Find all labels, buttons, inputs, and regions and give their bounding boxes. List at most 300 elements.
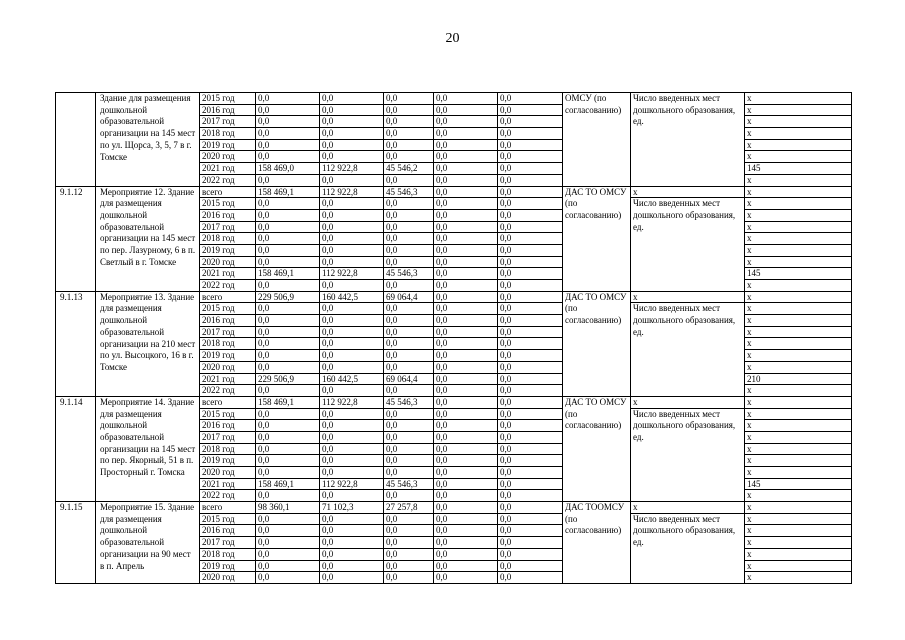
federal-budget-cell: 0,0 <box>320 198 384 210</box>
year-cell: 2018 год <box>200 444 256 456</box>
other-sources-cell: 0,0 <box>498 362 563 374</box>
regional-budget-cell: 0,0 <box>384 409 434 421</box>
other-sources-cell: 0,0 <box>498 93 563 105</box>
total-cost-cell: 0,0 <box>256 444 320 456</box>
regional-budget-cell: 27 257,8 <box>384 502 434 514</box>
total-cost-cell: 0,0 <box>256 561 320 573</box>
responsible-cell: ДАС ТО ОМСУ (по согласованию) <box>563 187 631 292</box>
other-sources-cell: 0,0 <box>498 502 563 514</box>
local-budget-cell: 0,0 <box>434 502 498 514</box>
year-cell: 2020 год <box>200 362 256 374</box>
local-budget-cell: 0,0 <box>434 245 498 257</box>
indicator-value-cell: x <box>745 105 852 117</box>
indicator-value-cell: x <box>745 303 852 315</box>
responsible-cell: ОМСУ (по согласованию) <box>563 93 631 187</box>
year-cell: 2019 год <box>200 350 256 362</box>
federal-budget-cell: 112 922,8 <box>320 187 384 199</box>
page-number: 20 <box>445 31 460 46</box>
total-cost-cell: 0,0 <box>256 420 320 432</box>
year-cell: 2020 год <box>200 467 256 479</box>
year-cell: 2019 год <box>200 140 256 152</box>
federal-budget-cell: 0,0 <box>320 537 384 549</box>
total-cost-cell: 0,0 <box>256 549 320 561</box>
regional-budget-cell: 69 064,4 <box>384 374 434 386</box>
year-cell: 2021 год <box>200 479 256 491</box>
year-cell: 2016 год <box>200 525 256 537</box>
year-cell: 2015 год <box>200 409 256 421</box>
indicator-value-cell: x <box>745 537 852 549</box>
responsible-cell: ДАС ТООМСУ (по согласованию) <box>563 502 631 584</box>
regional-budget-cell: 0,0 <box>384 303 434 315</box>
indicator-value-cell: x <box>745 572 852 584</box>
local-budget-cell: 0,0 <box>434 537 498 549</box>
other-sources-cell: 0,0 <box>498 455 563 467</box>
federal-budget-cell: 112 922,8 <box>320 479 384 491</box>
other-sources-cell: 0,0 <box>498 175 563 187</box>
responsible-cell: ДАС ТО ОМСУ (по согласованию) <box>563 397 631 502</box>
regional-budget-cell: 0,0 <box>384 455 434 467</box>
local-budget-cell: 0,0 <box>434 572 498 584</box>
activity-number-cell: 9.1.14 <box>56 397 96 502</box>
local-budget-cell: 0,0 <box>434 467 498 479</box>
total-cost-cell: 0,0 <box>256 303 320 315</box>
indicator-value-cell: x <box>745 175 852 187</box>
regional-budget-cell: 0,0 <box>384 233 434 245</box>
year-cell: 2022 год <box>200 490 256 502</box>
indicator-total-cell: x <box>631 502 745 514</box>
local-budget-cell: 0,0 <box>434 163 498 175</box>
indicator-value-cell: x <box>745 561 852 573</box>
indicator-value-cell: x <box>745 93 852 105</box>
regional-budget-cell: 0,0 <box>384 315 434 327</box>
regional-budget-cell: 0,0 <box>384 140 434 152</box>
total-cost-cell: 0,0 <box>256 315 320 327</box>
indicator-value-cell: x <box>745 140 852 152</box>
local-budget-cell: 0,0 <box>434 175 498 187</box>
local-budget-cell: 0,0 <box>434 444 498 456</box>
total-cost-cell: 0,0 <box>256 198 320 210</box>
other-sources-cell: 0,0 <box>498 420 563 432</box>
local-budget-cell: 0,0 <box>434 409 498 421</box>
regional-budget-cell: 0,0 <box>384 490 434 502</box>
activity-name-cell: Мероприятие 13. Здание для размещения дошкольной образовательной организации на 210 мест по ул. Высоцкого, 16 в г. Томске <box>96 292 200 397</box>
federal-budget-cell: 0,0 <box>320 467 384 479</box>
federal-budget-cell: 0,0 <box>320 245 384 257</box>
year-cell: 2022 год <box>200 175 256 187</box>
indicator-value-cell: x <box>745 128 852 140</box>
year-cell: 2019 год <box>200 245 256 257</box>
year-cell: 2015 год <box>200 303 256 315</box>
local-budget-cell: 0,0 <box>434 514 498 526</box>
local-budget-cell: 0,0 <box>434 233 498 245</box>
indicator-total-cell: x <box>631 187 745 199</box>
regional-budget-cell: 45 546,3 <box>384 187 434 199</box>
other-sources-cell: 0,0 <box>498 432 563 444</box>
local-budget-cell: 0,0 <box>434 432 498 444</box>
total-cost-cell: 158 469,1 <box>256 268 320 280</box>
indicator-value-cell: 210 <box>745 374 852 386</box>
year-cell: 2017 год <box>200 537 256 549</box>
federal-budget-cell: 0,0 <box>320 490 384 502</box>
local-budget-cell: 0,0 <box>434 455 498 467</box>
indicator-name-cell: Число введенных мест дошкольного образования, ед. <box>631 93 745 187</box>
federal-budget-cell: 0,0 <box>320 151 384 163</box>
year-cell: 2018 год <box>200 128 256 140</box>
total-cost-cell: 0,0 <box>256 467 320 479</box>
regional-budget-cell: 0,0 <box>384 572 434 584</box>
activity-number-cell: 9.1.15 <box>56 502 96 584</box>
year-cell: 2022 год <box>200 280 256 292</box>
other-sources-cell: 0,0 <box>498 187 563 199</box>
local-budget-cell: 0,0 <box>434 362 498 374</box>
other-sources-cell: 0,0 <box>498 280 563 292</box>
activity-name-cell: Мероприятие 15. Здание для размещения дошкольной образовательной организации на 90 мест в п. Апрель <box>96 502 200 584</box>
total-cost-cell: 0,0 <box>256 116 320 128</box>
federal-budget-cell: 0,0 <box>320 432 384 444</box>
other-sources-cell: 0,0 <box>498 444 563 456</box>
regional-budget-cell: 0,0 <box>384 514 434 526</box>
indicator-value-cell: 145 <box>745 479 852 491</box>
year-cell: 2015 год <box>200 93 256 105</box>
regional-budget-cell: 0,0 <box>384 432 434 444</box>
total-cost-cell: 158 469,1 <box>256 187 320 199</box>
federal-budget-cell: 71 102,3 <box>320 502 384 514</box>
federal-budget-cell: 0,0 <box>320 362 384 374</box>
other-sources-cell: 0,0 <box>498 397 563 409</box>
indicator-value-cell: x <box>745 198 852 210</box>
local-budget-cell: 0,0 <box>434 93 498 105</box>
federal-budget-cell: 0,0 <box>320 444 384 456</box>
total-cost-cell: 0,0 <box>256 362 320 374</box>
local-budget-cell: 0,0 <box>434 549 498 561</box>
other-sources-cell: 0,0 <box>498 303 563 315</box>
regional-budget-cell: 0,0 <box>384 222 434 234</box>
year-cell: 2017 год <box>200 222 256 234</box>
year-cell: 2017 год <box>200 327 256 339</box>
total-cost-cell: 0,0 <box>256 105 320 117</box>
indicator-value-cell: 145 <box>745 163 852 175</box>
other-sources-cell: 0,0 <box>498 163 563 175</box>
indicator-value-cell: x <box>745 292 852 304</box>
indicator-value-cell: x <box>745 245 852 257</box>
local-budget-cell: 0,0 <box>434 280 498 292</box>
local-budget-cell: 0,0 <box>434 490 498 502</box>
activity-name-cell: Здание для размещения дошкольной образовательной организации на 145 мест по ул. Щорса, 3, 5, 7 в г. Томске <box>96 93 200 187</box>
other-sources-cell: 0,0 <box>498 268 563 280</box>
other-sources-cell: 0,0 <box>498 374 563 386</box>
local-budget-cell: 0,0 <box>434 210 498 222</box>
total-cost-cell: 0,0 <box>256 338 320 350</box>
total-cost-cell: 0,0 <box>256 537 320 549</box>
year-cell: всего <box>200 292 256 304</box>
federal-budget-cell: 0,0 <box>320 525 384 537</box>
other-sources-cell: 0,0 <box>498 537 563 549</box>
other-sources-cell: 0,0 <box>498 128 563 140</box>
year-cell: 2016 год <box>200 105 256 117</box>
other-sources-cell: 0,0 <box>498 490 563 502</box>
activity-name-cell: Мероприятие 12. Здание для размещения дошкольной образовательной организации на 145 мест по пер. Лазурному, 6 в п. Светлый в г. Томске <box>96 187 200 292</box>
total-cost-cell: 0,0 <box>256 385 320 397</box>
program-activities-table <box>55 92 852 584</box>
local-budget-cell: 0,0 <box>434 350 498 362</box>
year-cell: 2021 год <box>200 163 256 175</box>
regional-budget-cell: 0,0 <box>384 210 434 222</box>
regional-budget-cell: 0,0 <box>384 444 434 456</box>
year-cell: 2019 год <box>200 455 256 467</box>
total-cost-cell: 0,0 <box>256 455 320 467</box>
federal-budget-cell: 0,0 <box>320 210 384 222</box>
regional-budget-cell: 45 546,3 <box>384 397 434 409</box>
year-cell: 2015 год <box>200 198 256 210</box>
federal-budget-cell: 160 442,5 <box>320 374 384 386</box>
total-cost-cell: 0,0 <box>256 233 320 245</box>
indicator-value-cell: x <box>745 280 852 292</box>
indicator-total-cell: x <box>631 397 745 409</box>
total-cost-cell: 0,0 <box>256 280 320 292</box>
indicator-total-cell: x <box>631 292 745 304</box>
other-sources-cell: 0,0 <box>498 222 563 234</box>
total-cost-cell: 0,0 <box>256 175 320 187</box>
federal-budget-cell: 112 922,8 <box>320 397 384 409</box>
other-sources-cell: 0,0 <box>498 245 563 257</box>
indicator-value-cell: x <box>745 385 852 397</box>
indicator-value-cell: x <box>745 151 852 163</box>
federal-budget-cell: 0,0 <box>320 303 384 315</box>
indicator-value-cell: x <box>745 187 852 199</box>
regional-budget-cell: 0,0 <box>384 350 434 362</box>
indicator-value-cell: x <box>745 502 852 514</box>
other-sources-cell: 0,0 <box>498 350 563 362</box>
local-budget-cell: 0,0 <box>434 315 498 327</box>
regional-budget-cell: 0,0 <box>384 198 434 210</box>
regional-budget-cell: 0,0 <box>384 467 434 479</box>
total-cost-cell: 229 506,9 <box>256 292 320 304</box>
total-cost-cell: 0,0 <box>256 245 320 257</box>
regional-budget-cell: 0,0 <box>384 561 434 573</box>
total-cost-cell: 0,0 <box>256 432 320 444</box>
indicator-value-cell: x <box>745 362 852 374</box>
total-cost-cell: 0,0 <box>256 409 320 421</box>
year-cell: всего <box>200 397 256 409</box>
regional-budget-cell: 0,0 <box>384 151 434 163</box>
indicator-value-cell: x <box>745 549 852 561</box>
total-cost-cell: 0,0 <box>256 128 320 140</box>
regional-budget-cell: 0,0 <box>384 175 434 187</box>
other-sources-cell: 0,0 <box>498 514 563 526</box>
federal-budget-cell: 112 922,8 <box>320 268 384 280</box>
indicator-value-cell: x <box>745 409 852 421</box>
indicator-name-cell: Число введенных мест дошкольного образования, ед. <box>631 198 745 292</box>
indicator-value-cell: x <box>745 315 852 327</box>
year-cell: 2022 год <box>200 385 256 397</box>
federal-budget-cell: 0,0 <box>320 233 384 245</box>
local-budget-cell: 0,0 <box>434 525 498 537</box>
year-cell: 2019 год <box>200 561 256 573</box>
year-cell: 2016 год <box>200 315 256 327</box>
year-cell: 2018 год <box>200 338 256 350</box>
year-cell: 2021 год <box>200 374 256 386</box>
indicator-value-cell: x <box>745 397 852 409</box>
federal-budget-cell: 0,0 <box>320 409 384 421</box>
federal-budget-cell: 0,0 <box>320 455 384 467</box>
federal-budget-cell: 0,0 <box>320 327 384 339</box>
total-cost-cell: 158 469,1 <box>256 397 320 409</box>
indicator-value-cell: x <box>745 116 852 128</box>
indicator-value-cell: 145 <box>745 268 852 280</box>
regional-budget-cell: 0,0 <box>384 245 434 257</box>
other-sources-cell: 0,0 <box>498 257 563 269</box>
total-cost-cell: 0,0 <box>256 151 320 163</box>
federal-budget-cell: 112 922,8 <box>320 163 384 175</box>
regional-budget-cell: 0,0 <box>384 128 434 140</box>
local-budget-cell: 0,0 <box>434 128 498 140</box>
total-cost-cell: 0,0 <box>256 490 320 502</box>
activity-number-cell <box>56 93 96 187</box>
federal-budget-cell: 0,0 <box>320 338 384 350</box>
total-cost-cell: 0,0 <box>256 514 320 526</box>
other-sources-cell: 0,0 <box>498 479 563 491</box>
regional-budget-cell: 45 546,3 <box>384 268 434 280</box>
regional-budget-cell: 0,0 <box>384 362 434 374</box>
local-budget-cell: 0,0 <box>434 338 498 350</box>
federal-budget-cell: 0,0 <box>320 105 384 117</box>
local-budget-cell: 0,0 <box>434 116 498 128</box>
year-cell: 2015 год <box>200 514 256 526</box>
regional-budget-cell: 0,0 <box>384 105 434 117</box>
year-cell: 2021 год <box>200 268 256 280</box>
other-sources-cell: 0,0 <box>498 198 563 210</box>
other-sources-cell: 0,0 <box>498 233 563 245</box>
local-budget-cell: 0,0 <box>434 327 498 339</box>
total-cost-cell: 0,0 <box>256 222 320 234</box>
total-cost-cell: 0,0 <box>256 350 320 362</box>
indicator-name-cell: Число введенных мест дошкольного образования, ед. <box>631 303 745 397</box>
year-cell: 2017 год <box>200 432 256 444</box>
other-sources-cell: 0,0 <box>498 525 563 537</box>
year-cell: 2017 год <box>200 116 256 128</box>
total-cost-cell: 0,0 <box>256 140 320 152</box>
federal-budget-cell: 0,0 <box>320 514 384 526</box>
total-cost-cell: 0,0 <box>256 93 320 105</box>
regional-budget-cell: 0,0 <box>384 257 434 269</box>
indicator-value-cell: x <box>745 338 852 350</box>
regional-budget-cell: 69 064,4 <box>384 292 434 304</box>
activity-number-cell: 9.1.12 <box>56 187 96 292</box>
federal-budget-cell: 0,0 <box>320 280 384 292</box>
federal-budget-cell: 0,0 <box>320 385 384 397</box>
local-budget-cell: 0,0 <box>434 268 498 280</box>
other-sources-cell: 0,0 <box>498 327 563 339</box>
total-cost-cell: 0,0 <box>256 257 320 269</box>
federal-budget-cell: 0,0 <box>320 420 384 432</box>
other-sources-cell: 0,0 <box>498 105 563 117</box>
year-cell: всего <box>200 502 256 514</box>
local-budget-cell: 0,0 <box>434 374 498 386</box>
regional-budget-cell: 0,0 <box>384 537 434 549</box>
other-sources-cell: 0,0 <box>498 549 563 561</box>
federal-budget-cell: 0,0 <box>320 561 384 573</box>
indicator-value-cell: x <box>745 327 852 339</box>
other-sources-cell: 0,0 <box>498 116 563 128</box>
total-cost-cell: 0,0 <box>256 572 320 584</box>
regional-budget-cell: 45 546,2 <box>384 163 434 175</box>
federal-budget-cell: 0,0 <box>320 93 384 105</box>
regional-budget-cell: 0,0 <box>384 420 434 432</box>
year-cell: 2018 год <box>200 233 256 245</box>
local-budget-cell: 0,0 <box>434 198 498 210</box>
federal-budget-cell: 0,0 <box>320 175 384 187</box>
year-cell: 2020 год <box>200 151 256 163</box>
indicator-value-cell: x <box>745 514 852 526</box>
year-cell: всего <box>200 187 256 199</box>
other-sources-cell: 0,0 <box>498 140 563 152</box>
indicator-value-cell: x <box>745 350 852 362</box>
local-budget-cell: 0,0 <box>434 479 498 491</box>
total-cost-cell: 229 506,9 <box>256 374 320 386</box>
federal-budget-cell: 0,0 <box>320 549 384 561</box>
local-budget-cell: 0,0 <box>434 385 498 397</box>
regional-budget-cell: 0,0 <box>384 338 434 350</box>
total-cost-cell: 158 469,0 <box>256 163 320 175</box>
federal-budget-cell: 0,0 <box>320 572 384 584</box>
other-sources-cell: 0,0 <box>498 292 563 304</box>
local-budget-cell: 0,0 <box>434 561 498 573</box>
local-budget-cell: 0,0 <box>434 151 498 163</box>
indicator-value-cell: x <box>745 222 852 234</box>
federal-budget-cell: 0,0 <box>320 315 384 327</box>
indicator-value-cell: x <box>745 490 852 502</box>
local-budget-cell: 0,0 <box>434 303 498 315</box>
other-sources-cell: 0,0 <box>498 467 563 479</box>
regional-budget-cell: 45 546,3 <box>384 479 434 491</box>
local-budget-cell: 0,0 <box>434 140 498 152</box>
local-budget-cell: 0,0 <box>434 420 498 432</box>
regional-budget-cell: 0,0 <box>384 525 434 537</box>
year-cell: 2016 год <box>200 210 256 222</box>
year-cell: 2018 год <box>200 549 256 561</box>
local-budget-cell: 0,0 <box>434 292 498 304</box>
other-sources-cell: 0,0 <box>498 210 563 222</box>
responsible-cell: ДАС ТО ОМСУ (по согласованию) <box>563 292 631 397</box>
regional-budget-cell: 0,0 <box>384 93 434 105</box>
other-sources-cell: 0,0 <box>498 338 563 350</box>
other-sources-cell: 0,0 <box>498 385 563 397</box>
activity-number-cell: 9.1.13 <box>56 292 96 397</box>
activity-name-cell: Мероприятие 14. Здание для размещения дошкольной образовательной организации на 145 мест по пер. Якорный, 51 в п. Просторный г. Томска <box>96 397 200 502</box>
other-sources-cell: 0,0 <box>498 561 563 573</box>
other-sources-cell: 0,0 <box>498 572 563 584</box>
indicator-value-cell: x <box>745 257 852 269</box>
regional-budget-cell: 0,0 <box>384 385 434 397</box>
indicator-value-cell: x <box>745 455 852 467</box>
indicator-value-cell: x <box>745 233 852 245</box>
regional-budget-cell: 0,0 <box>384 549 434 561</box>
total-cost-cell: 158 469,1 <box>256 479 320 491</box>
federal-budget-cell: 0,0 <box>320 350 384 362</box>
indicator-value-cell: x <box>745 525 852 537</box>
other-sources-cell: 0,0 <box>498 151 563 163</box>
regional-budget-cell: 0,0 <box>384 280 434 292</box>
indicator-value-cell: x <box>745 444 852 456</box>
total-cost-cell: 0,0 <box>256 525 320 537</box>
indicator-name-cell: Число введенных мест дошкольного образования, ед. <box>631 409 745 503</box>
indicator-value-cell: x <box>745 210 852 222</box>
federal-budget-cell: 0,0 <box>320 116 384 128</box>
other-sources-cell: 0,0 <box>498 409 563 421</box>
local-budget-cell: 0,0 <box>434 105 498 117</box>
local-budget-cell: 0,0 <box>434 222 498 234</box>
indicator-value-cell: x <box>745 432 852 444</box>
